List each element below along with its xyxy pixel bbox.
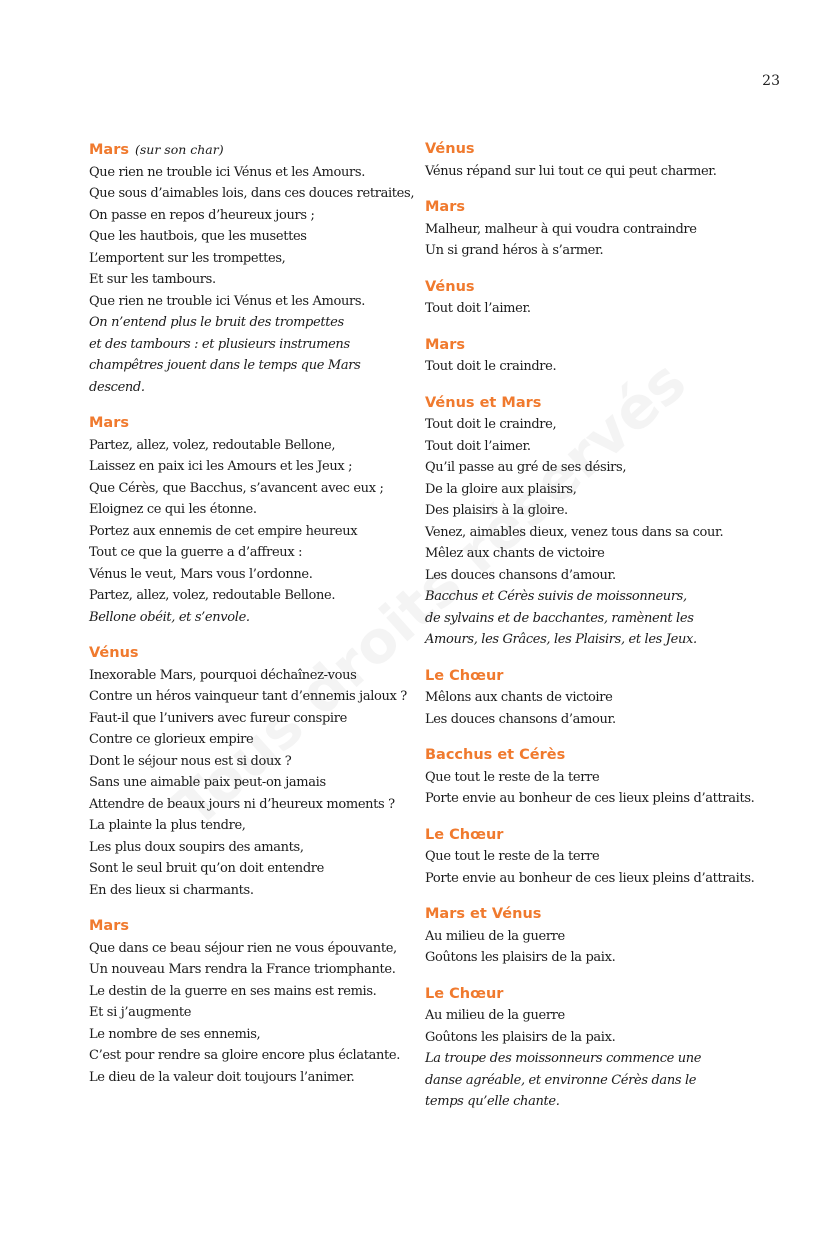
speaker-name [425,197,755,219]
speech-block [425,825,755,890]
speech-block [89,139,419,398]
verse-line: Tout doit le craindre, [425,417,557,432]
speech-block [89,916,419,1088]
speaker-name [89,413,419,435]
verse-line: Attendre de beaux jours ni d’heureux moments ? [89,796,395,812]
verse-line: Vénus le veut, Mars vous l’ordonne. [89,566,313,582]
stage-direction-line: de sylvains et de bacchantes, ramènent les [425,610,694,626]
verse-line: On passe en repos d’heureux jours ; [89,207,315,223]
verse-line: Malheur, malheur à qui voudra contraindre [425,221,697,237]
stage-direction-line: descend. [89,379,145,395]
verse-line: Et sur les tambours. [89,272,216,287]
verse-line: Eloignez ce qui les étonne. [89,502,257,517]
verse-line: Dont le séjour nous est si doux ? [89,753,292,769]
stage-direction-line: et des tambours : et plusieurs instrumens [89,336,350,352]
verse-line: L’emportent sur les trompettes, [89,250,286,266]
verse-line: Tout doit l’aimer. [425,301,531,316]
stage-direction: (sur son char) [135,142,224,157]
speaker-name [425,825,755,847]
verse-line: Que dans ce beau séjour rien ne vous épouvante, [89,940,397,956]
verse-line: Goûtons les plaisirs de la paix. [425,1029,616,1045]
stage-direction-line: Bellone obéit, et s’envole. [89,609,250,625]
verse-line: De la gloire aux plaisirs, [425,481,577,497]
page-number: 23 [762,73,780,89]
stage-direction-line: danse agréable, et environne Cérès dans le [425,1072,697,1088]
speaker-name [425,393,755,415]
speaker-label: Mars [425,336,465,353]
speaker-name [425,984,755,1006]
verse-line: Contre ce glorieux empire [89,732,254,747]
verse-line: Mêlez aux chants de victoire [425,546,605,561]
speaker-name [425,904,755,926]
verse-line: Les douces chansons d’amour. [425,711,616,727]
speaker-name [425,335,755,357]
verse-line: Qu’il passe au gré de ses désirs, [425,460,627,475]
speech-block [425,335,755,378]
right-column [425,139,755,1128]
stage-direction-line: La troupe des moissonneurs commence une [425,1051,702,1066]
verse-line: Laissez en paix ici les Amours et les Jeux ; [89,459,353,474]
speech-block [89,643,419,901]
speaker-label: Bacchus et Cérès [425,747,566,763]
stage-direction-line: On n’entend plus le bruit des trompettes [89,315,344,330]
verse-line: Venez, aimables dieux, venez tous dans sa cour. [425,524,724,540]
verse-line: Que Cérès, que Bacchus, s’avancent avec eux ; [89,480,384,496]
verse-line: Sans une aimable paix peut-on jamais [89,775,326,790]
verse-line: Tout doit l’aimer. [425,438,531,454]
speech-block [89,413,419,628]
verse-line: Tout doit le craindre. [425,359,557,374]
speaker-label: Vénus [89,645,139,661]
verse-line: Un si grand héros à s’armer. [425,243,604,258]
speech-block [425,666,755,731]
verse-line: Tout ce que la guerre a d’affreux : [89,545,303,560]
stage-direction-line: Bacchus et Cérès suivis de moissonneurs, [425,589,687,604]
speaker-name [89,643,419,665]
verse-line: C’est pour rendre sa gloire encore plus éclatante. [89,1048,401,1063]
verse-line: Le dieu de la valeur doit toujours l’animer. [89,1069,355,1085]
speaker-label: Mars et Vénus [425,906,542,922]
speaker-name [425,139,755,161]
speaker-name [89,139,419,162]
speaker-name [89,916,419,938]
verse-line: Partez, allez, volez, redoutable Bellone. [89,588,336,603]
speaker-label: Mars [89,142,129,158]
verse-line: Que tout le reste de la terre [425,769,600,785]
speaker-name [425,666,755,688]
verse-line: Mêlons aux chants de victoire [425,690,613,705]
speech-block [425,139,755,182]
stage-direction-line: Amours, les Grâces, les Plaisirs, et les Jeux. [425,632,697,647]
verse-line: La plainte la plus tendre, [89,818,246,833]
verse-line: Que les hautbois, que les musettes [89,229,307,244]
speaker-label: Mars [89,918,129,934]
verse-line: Que tout le reste de la terre [425,849,600,864]
speaker-label: Mars [425,199,465,215]
verse-line: Que sous d’aimables lois, dans ces douces retraites, [89,186,415,201]
speaker-name [425,277,755,299]
speaker-label: Le Chœur [425,826,504,843]
verse-line: Un nouveau Mars rendra la France triomphante. [89,962,396,977]
verse-line: Au milieu de la guerre [425,928,565,944]
verse-line: Portez aux ennemis de cet empire heureux [89,523,358,539]
verse-line: Sont le seul bruit qu’on doit entendre [89,861,325,876]
verse-line: Goûtons les plaisirs de la paix. [425,950,616,965]
stage-direction-line: temps qu’elle chante. [425,1094,560,1109]
speech-block [425,904,755,969]
speech-block [425,984,755,1113]
verse-line: Contre un héros vainqueur tant d’ennemis jaloux ? [89,689,407,704]
verse-line: Les plus doux soupirs des amants, [89,839,304,855]
verse-line: Inexorable Mars, pourquoi déchaînez-vous [89,667,357,683]
speaker-name [425,745,755,767]
verse-line: Des plaisirs à la gloire. [425,503,568,518]
speaker-label: Vénus et Mars [425,394,542,411]
speaker-label: Vénus [425,278,475,295]
speech-block [425,197,755,262]
verse-line: Porte envie au bonheur de ces lieux pleins d’attraits. [425,791,755,806]
speech-block [425,745,755,810]
stage-direction-line: champêtres jouent dans le temps que Mars [89,358,361,373]
verse-line: Le nombre de ses ennemis, [89,1026,261,1042]
verse-line: Le destin de la guerre en ses mains est remis. [89,983,377,999]
verse-line: Et si j’augmente [89,1005,192,1020]
verse-line: En des lieux si charmants. [89,882,254,898]
verse-line: Partez, allez, volez, redoutable Bellone, [89,437,336,453]
left-column [89,139,419,1103]
speaker-label: Le Chœur [425,985,504,1002]
speaker-label: Le Chœur [425,667,504,684]
speaker-label: Vénus [425,141,475,157]
verse-line: Les douces chansons d’amour. [425,567,616,583]
verse-line: Que rien ne trouble ici Vénus et les Amours. [89,164,365,180]
speech-block [425,393,755,651]
verse-line: Faut-il que l’univers avec fureur conspire [89,710,347,726]
speaker-label: Mars [89,415,129,431]
verse-line: Au milieu de la guerre [425,1008,565,1023]
verse-line: Que rien ne trouble ici Vénus et les Amours. [89,293,365,309]
verse-line: Vénus répand sur lui tout ce qui peut charmer. [425,163,717,179]
speech-block [425,277,755,320]
verse-line: Porte envie au bonheur de ces lieux pleins d’attraits. [425,870,755,886]
